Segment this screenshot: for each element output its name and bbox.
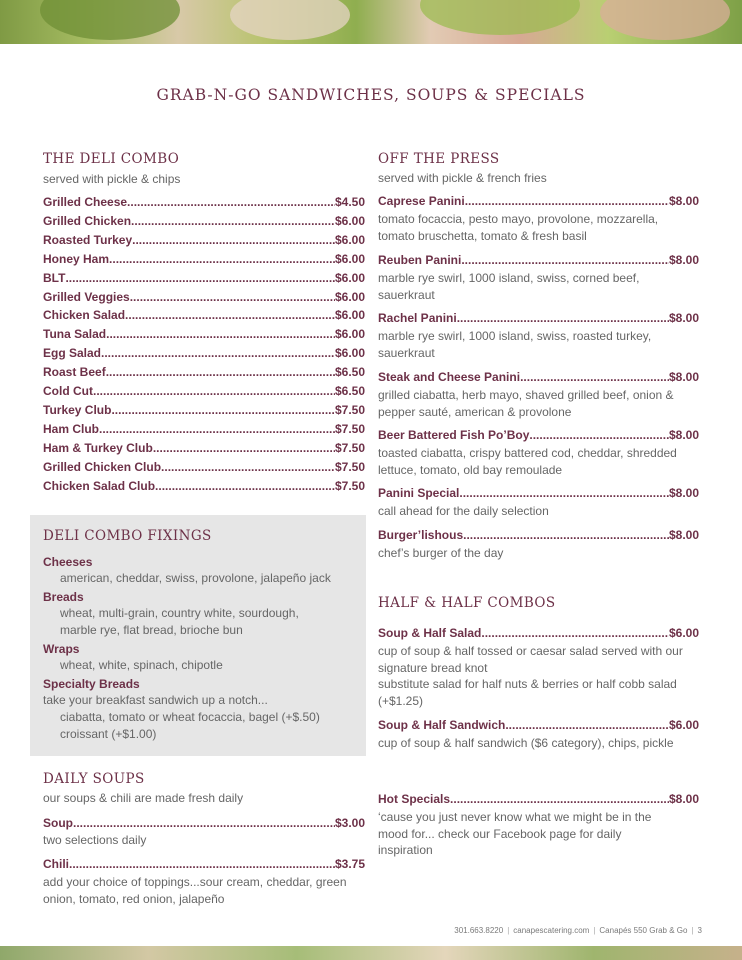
item-price: $8.00 — [668, 194, 699, 208]
item-price: $6.00 — [334, 289, 365, 304]
item-name: Chili — [43, 857, 69, 871]
item-price: $6.00 — [334, 232, 365, 247]
item-price: $6.50 — [334, 365, 365, 380]
deli-combo-item — [43, 195, 365, 213]
deli-combo-item — [43, 271, 365, 289]
item-price: $7.50 — [334, 440, 365, 455]
press-item — [378, 253, 699, 271]
fixings-heading: DELI COMBO FIXINGS — [43, 528, 212, 544]
header-photo — [0, 0, 742, 44]
breads-label: Breads — [43, 590, 84, 604]
item-price: $7.50 — [334, 478, 365, 493]
item-price: $8.00 — [668, 528, 699, 542]
hot-specials-description: ‘cause you just never know what we might be in the mood for... check our Facebook page for daily inspiration — [378, 810, 652, 857]
soup-description: two selections daily — [43, 833, 147, 847]
item-name: Grilled Chicken Club — [43, 459, 162, 474]
specialty-breads-options-1: ciabatta, tomato or wheat focaccia, bagel (+$.50) — [60, 710, 320, 724]
item-name: Tuna Salad — [43, 327, 107, 342]
deli-combo-item — [43, 346, 365, 364]
press-item-description: tomato focaccia, pesto mayo, provolone, mozzarella, tomato bruschetta, tomato & fresh basil — [378, 212, 659, 243]
item-name: Ham Club — [43, 421, 100, 436]
soup-half-salad-note: substitute salad for half nuts & berries or half cobb salad (+$1.25) — [378, 677, 677, 708]
specialty-breads-intro: take your breakfast sandwich up a notch... — [43, 693, 268, 707]
item-name: Grilled Veggies — [43, 289, 130, 304]
item-price: $7.50 — [334, 402, 365, 417]
item-price: $6.50 — [334, 384, 365, 398]
item-name: Panini Special — [378, 486, 460, 500]
wraps-label: Wraps — [43, 642, 80, 656]
item-price: $6.00 — [668, 626, 699, 640]
cheeses-label: Cheeses — [43, 555, 93, 569]
item-price: $6.00 — [668, 718, 699, 732]
deli-combo-item — [43, 479, 365, 497]
item-price: $3.00 — [334, 816, 365, 830]
item-name: Roast Beef — [43, 365, 106, 380]
wraps-options: wheat, white, spinach, chipotle — [60, 658, 223, 672]
chili-description: add your choice of toppings...sour cream, cheddar, green onion, tomato, red onion, jalapeño — [43, 875, 347, 906]
item-name: Ham & Turkey Club — [43, 440, 153, 455]
item-name: Burger’lishous — [378, 528, 464, 542]
page-number: 3 — [697, 926, 702, 935]
off-the-press-heading: OFF THE PRESS — [378, 151, 500, 167]
daily-soups-subtitle: our soups & chili are made fresh daily — [43, 791, 244, 805]
specialty-breads-options-2: croissant (+$1.00) — [60, 727, 157, 741]
press-item-description: toasted ciabatta, crispy battered cod, cheddar, shredded lettuce, tomato, old bay remoulade — [378, 446, 677, 477]
deli-combo-item — [43, 365, 365, 383]
item-name: Grilled Chicken — [43, 213, 132, 228]
item-price: $4.50 — [334, 195, 365, 209]
press-item-description: chef’s burger of the day — [378, 546, 504, 560]
item-name: Hot Specials — [378, 792, 451, 806]
item-name: Roasted Turkey — [43, 232, 133, 247]
item-name: Chicken Salad — [43, 308, 126, 323]
item-name: Turkey Club — [43, 402, 112, 417]
item-price: $3.75 — [334, 857, 365, 871]
page-title: GRAB-N-GO SANDWICHES, SOUPS & SPECIALS — [156, 86, 586, 104]
deli-combo-subtitle: served with pickle & chips — [43, 172, 181, 186]
press-item-description: marble rye swirl, 1000 island, swiss, corned beef, sauerkraut — [378, 271, 640, 302]
soup-half-salad-item — [378, 626, 699, 644]
footer-brand: Canapés 550 Grab & Go — [599, 926, 688, 935]
item-name: Reuben Panini — [378, 253, 462, 267]
press-item — [378, 528, 699, 546]
footer-website-link[interactable]: canapescatering.com — [513, 926, 590, 935]
deli-combo-item — [43, 214, 365, 232]
item-price: $8.00 — [668, 486, 699, 500]
item-price: $6.00 — [334, 308, 365, 323]
press-item — [378, 311, 699, 329]
half-half-heading: HALF & HALF COMBOS — [378, 595, 556, 611]
press-item-description: grilled ciabatta, herb mayo, shaved grilled beef, onion & pepper sauté, american & provolone — [378, 388, 674, 419]
deli-combo-item — [43, 308, 365, 326]
item-price: $6.00 — [334, 327, 365, 342]
breads-options-2: marble rye, flat bread, brioche bun — [60, 623, 243, 637]
press-item-description: marble rye swirl, 1000 island, swiss, roasted turkey, sauerkraut — [378, 329, 652, 360]
deli-combo-item — [43, 403, 365, 421]
item-price: $8.00 — [668, 428, 699, 442]
item-name: Egg Salad — [43, 346, 102, 361]
press-item — [378, 428, 699, 446]
item-price: $8.00 — [668, 370, 699, 384]
fixings-panel — [30, 515, 366, 756]
soup-half-sandwich-description: cup of soup & half sandwich ($6 category), chips, pickle — [378, 736, 674, 750]
item-price: $7.50 — [334, 459, 365, 474]
item-name: Steak and Cheese Panini — [378, 370, 521, 384]
deli-combo-item — [43, 233, 365, 251]
deli-combo-item — [43, 327, 365, 345]
item-price: $8.00 — [668, 253, 699, 267]
press-item — [378, 370, 699, 388]
off-the-press-subtitle: served with pickle & french fries — [378, 171, 547, 185]
specialty-breads-label: Specialty Breads — [43, 677, 140, 691]
item-name: Honey Ham — [43, 251, 110, 266]
item-name: Soup & Half Salad — [378, 626, 482, 640]
daily-soups-heading: DAILY SOUPS — [43, 771, 145, 787]
hot-specials-item — [378, 792, 699, 810]
footer-phone: 301.663.8220 — [454, 926, 504, 935]
item-name: Rachel Panini — [378, 311, 457, 325]
item-price: $6.00 — [334, 251, 365, 266]
breads-options-1: wheat, multi-grain, country white, sourdough, — [60, 606, 299, 620]
item-price: $7.50 — [334, 421, 365, 436]
item-name: Cold Cut — [43, 384, 93, 398]
item-name: BLT — [43, 270, 66, 285]
press-item — [378, 194, 699, 212]
item-name: Beer Battered Fish Po’Boy — [378, 428, 530, 442]
soup-half-sandwich-item — [378, 718, 699, 736]
cheeses-options: american, cheddar, swiss, provolone, jalapeño jack — [60, 571, 331, 585]
item-name: Chicken Salad Club — [43, 478, 156, 493]
soup-half-salad-description: cup of soup & half tossed or caesar salad served with our signature bread knot — [378, 644, 683, 675]
deli-combo-item — [43, 252, 365, 270]
deli-combo-item — [43, 441, 365, 459]
item-price: $6.00 — [334, 270, 365, 285]
item-name: Grilled Cheese — [43, 195, 128, 209]
deli-combo-heading: THE DELI COMBO — [43, 151, 180, 167]
item-name: Caprese Panini — [378, 194, 465, 208]
footer-photo — [0, 946, 742, 960]
deli-combo-item — [43, 460, 365, 478]
item-name: Soup — [43, 816, 73, 830]
page-footer: 301.663.8220 | canapescatering.com | Canapés 550 Grab & Go | 3 — [454, 926, 702, 935]
deli-combo-item — [43, 422, 365, 440]
press-item-description: call ahead for the daily selection — [378, 504, 549, 518]
item-price: $8.00 — [668, 792, 699, 806]
press-item — [378, 486, 699, 504]
item-price: $6.00 — [334, 213, 365, 228]
chili-item — [43, 857, 365, 875]
item-price: $6.00 — [334, 346, 365, 361]
item-price: $8.00 — [668, 311, 699, 325]
deli-combo-item — [43, 384, 365, 402]
item-name: Soup & Half Sandwich — [378, 718, 506, 732]
deli-combo-item — [43, 290, 365, 308]
